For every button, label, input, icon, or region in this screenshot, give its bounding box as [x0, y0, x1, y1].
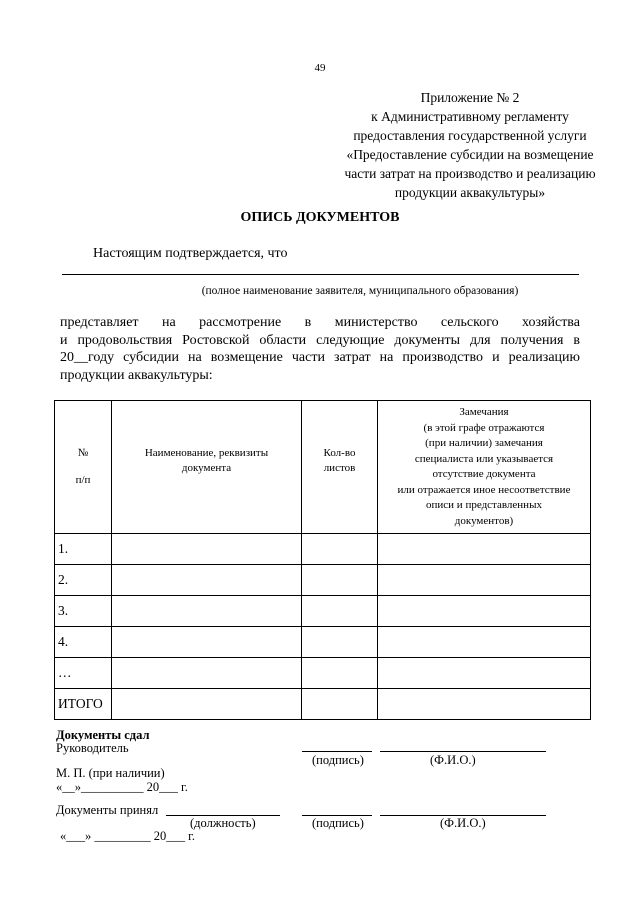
submitted-stamp: М. П. (при наличии) — [56, 766, 165, 780]
total-label: ИТОГО — [55, 689, 112, 720]
row-count-cell[interactable] — [302, 534, 378, 565]
row-number: 4. — [55, 627, 112, 658]
paragraph-word: в — [304, 315, 312, 330]
table-row — [55, 565, 591, 596]
documents-table — [54, 400, 591, 720]
appendix-line: предоставления государственной услуги — [353, 128, 587, 143]
page-number: 49 — [314, 62, 326, 74]
confirm-text: Настоящим подтверждается, что — [93, 246, 288, 261]
table-row — [55, 534, 591, 565]
row-remarks-cell[interactable] — [378, 565, 591, 596]
row-document-cell[interactable] — [112, 658, 302, 689]
paragraph-line-2 — [60, 332, 580, 350]
total-remarks-cell[interactable] — [378, 689, 591, 720]
header-remarks-line: специалиста или указывается — [414, 452, 554, 465]
appendix-header — [300, 88, 640, 202]
paragraph-line-1 — [60, 314, 580, 332]
appendix-line: Приложение № 2 — [420, 90, 520, 105]
total-count-cell[interactable] — [302, 689, 378, 720]
submitted-signature-line[interactable] — [302, 751, 372, 752]
row-number: 2. — [55, 565, 112, 596]
paragraph-word: сельского — [440, 315, 499, 330]
header-name-line: документа — [181, 462, 232, 474]
accepted-fio-caption: (Ф.И.О.) — [440, 816, 486, 830]
paragraph-word: для — [469, 332, 491, 348]
submitted-role: Руководитель — [56, 741, 129, 755]
table-header-row — [55, 401, 591, 534]
table-row — [55, 658, 591, 689]
paragraph-word: хозяйства — [522, 315, 580, 330]
paragraph-word: на — [379, 350, 394, 365]
row-remarks-cell[interactable] — [378, 627, 591, 658]
row-remarks-cell[interactable] — [378, 658, 591, 689]
paragraph-word: продовольствия — [77, 332, 173, 348]
appendix-line: «Предоставление субсидии на возмещение — [346, 147, 594, 162]
header-remarks — [378, 401, 591, 534]
paragraph-word: и — [60, 332, 68, 348]
table-row — [55, 596, 591, 627]
submitted-fio-caption: (Ф.И.О.) — [430, 753, 476, 767]
header-remarks-line: документов) — [454, 514, 514, 527]
accepted-label: Документы принял — [56, 803, 159, 817]
paragraph-word: на — [187, 350, 202, 365]
submitted-signature-caption: (подпись) — [312, 753, 364, 767]
submitted-heading: Документы сдал — [56, 728, 150, 742]
header-remarks-line: описи и представленных — [426, 499, 542, 511]
paragraph-word: возмещение — [210, 350, 283, 365]
row-number: 3. — [55, 596, 112, 627]
header-remarks-line: отсутствие документа — [432, 468, 536, 480]
paragraph-word: Ростовской — [182, 332, 250, 348]
row-count-cell[interactable] — [302, 627, 378, 658]
row-document-cell[interactable] — [112, 627, 302, 658]
paragraph-word: затрат — [334, 350, 371, 365]
paragraph-word: министерство — [334, 315, 418, 330]
appendix-line: продукции аквакультуры» — [394, 185, 546, 200]
paragraph-word: производство — [402, 350, 484, 365]
header-number-label: п/п — [75, 474, 91, 486]
document-title: ОПИСЬ ДОКУМЕНТОВ — [240, 210, 400, 225]
row-count-cell[interactable] — [302, 596, 378, 627]
paragraph-word: 20__году — [60, 350, 115, 365]
row-number: … — [55, 658, 112, 689]
appendix-line: части затрат на производство и реализацию — [344, 166, 596, 181]
paragraph-word: реализацию — [508, 350, 580, 365]
header-document-name — [112, 401, 302, 534]
paragraph-line-3 — [60, 349, 580, 367]
paragraph-word: представляет — [60, 315, 139, 330]
header-number-symbol: № — [77, 446, 89, 459]
header-count-line: Кол-во — [323, 446, 356, 459]
paragraph-word: на — [162, 315, 176, 330]
applicant-name-line — [62, 274, 579, 275]
paragraph-word: следующие — [316, 332, 385, 348]
table-row — [55, 627, 591, 658]
row-count-cell[interactable] — [302, 658, 378, 689]
row-document-cell[interactable] — [112, 596, 302, 627]
appendix-line: к Административному регламенту — [371, 109, 569, 124]
table-total-row — [55, 689, 591, 720]
header-count-line: листов — [323, 462, 356, 474]
total-document-cell[interactable] — [112, 689, 302, 720]
paragraph-word: документы — [394, 332, 461, 348]
header-remarks-line: (при наличии) замечания — [425, 437, 543, 449]
header-sheet-count — [302, 401, 378, 534]
paragraph-word: части — [291, 350, 325, 365]
accepted-signature-caption: (подпись) — [312, 816, 364, 830]
header-remarks-line: Замечания — [459, 406, 509, 418]
applicant-name-caption: (полное наименование заявителя, муниципального образования) — [201, 285, 519, 297]
row-count-cell[interactable] — [302, 565, 378, 596]
row-document-cell[interactable] — [112, 534, 302, 565]
header-remarks-line: или отражается иное несоответствие — [397, 483, 571, 496]
paragraph-word: получения — [500, 332, 564, 348]
paragraph-word: и — [492, 350, 500, 365]
paragraph-word: области — [259, 332, 307, 348]
header-remarks-line: (в этой графе отражаются — [423, 421, 545, 434]
paragraph-word: рассмотрение — [199, 315, 282, 330]
row-number: 1. — [55, 534, 112, 565]
row-document-cell[interactable] — [112, 565, 302, 596]
paragraph-line-4: продукции аквакультуры: — [60, 367, 213, 383]
header-number — [55, 401, 112, 534]
paragraph-word: субсидии — [123, 350, 179, 365]
submitted-date: «__»__________ 20___ г. — [56, 780, 188, 794]
paragraph-word: в — [573, 332, 580, 348]
row-remarks-cell[interactable] — [378, 596, 591, 627]
accepted-date: «___» _________ 20___ г. — [60, 829, 195, 843]
submitted-fio-line[interactable] — [380, 751, 546, 752]
row-remarks-cell[interactable] — [378, 534, 591, 565]
statement-paragraph — [60, 314, 580, 384]
header-name-line: Наименование, реквизиты — [144, 446, 269, 459]
accepted-position-caption: (должность) — [190, 816, 256, 830]
